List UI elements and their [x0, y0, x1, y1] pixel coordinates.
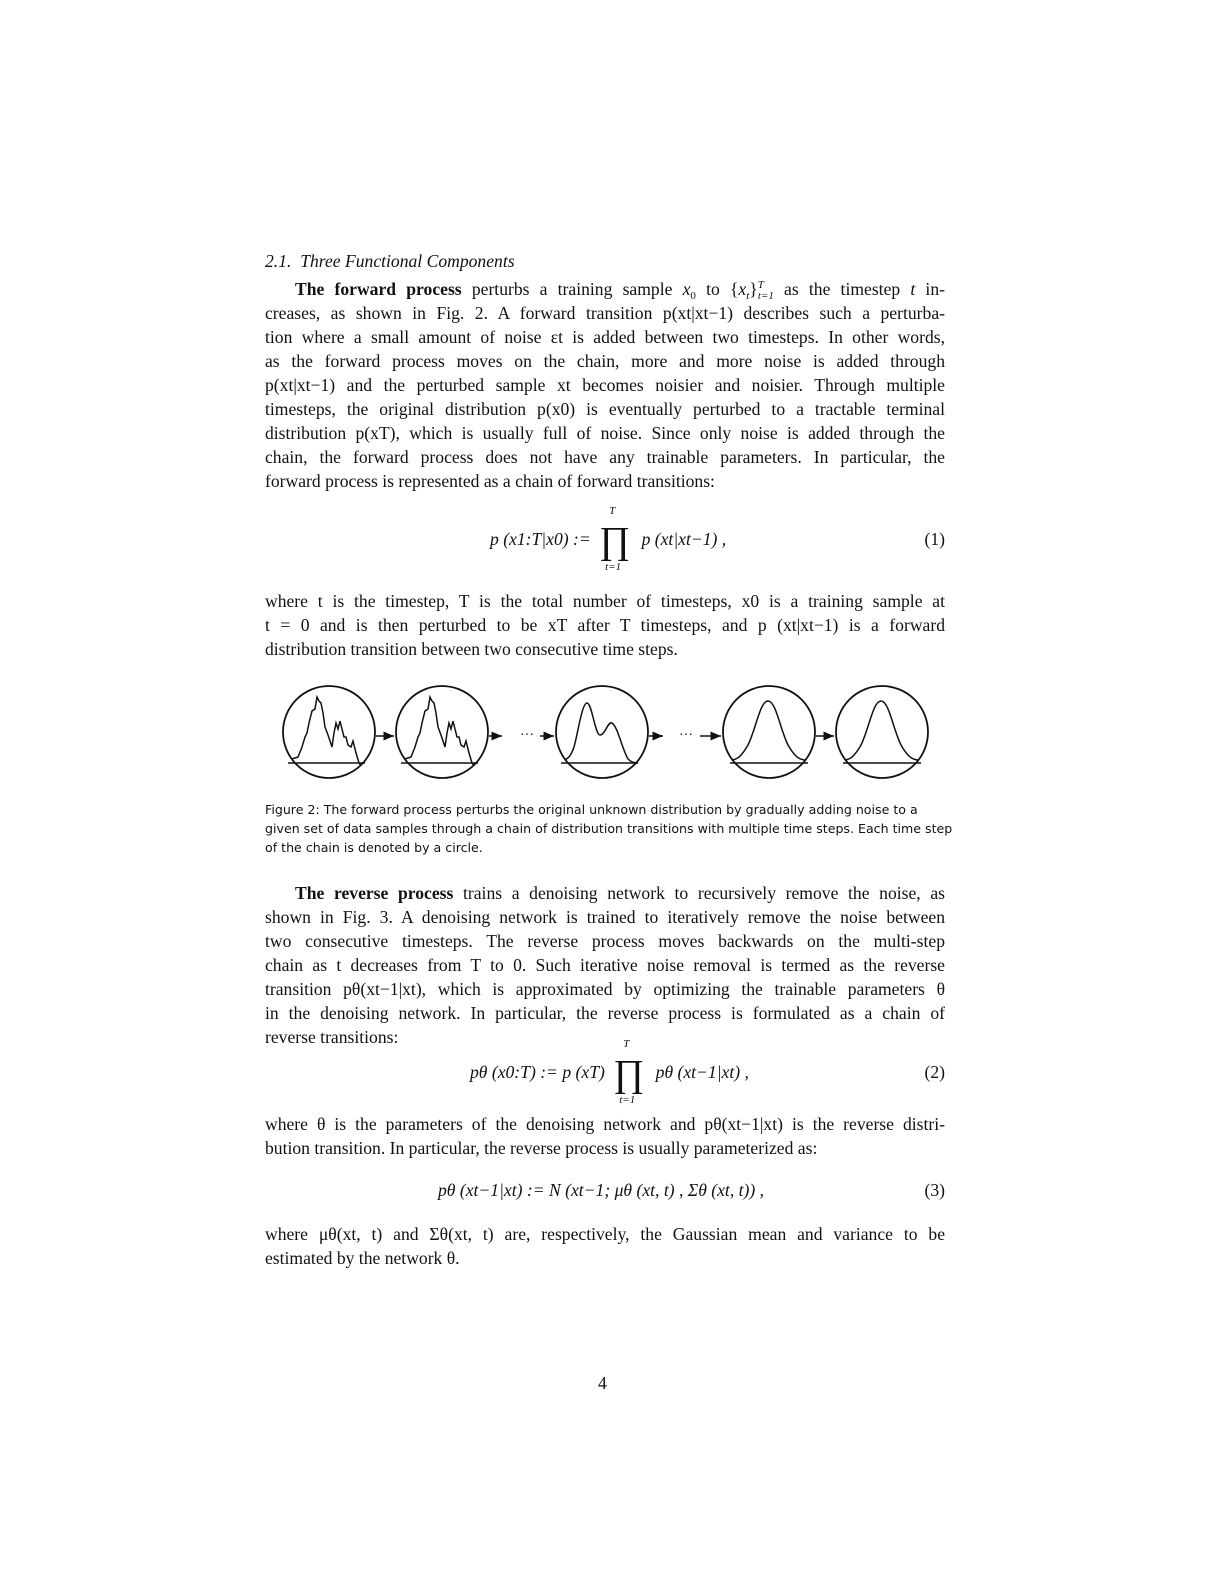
equation-2: [265, 1038, 945, 1108]
forward-paragraph-line-5: p(xt|xt−1) and the perturbed sample xt becomes noisier and noisier. Through multiple: [265, 375, 945, 395]
text-span: trains a denoising network to recursively remove the noise, as: [453, 883, 945, 903]
section-number: 2.1.: [265, 251, 292, 271]
eq1-rhs: p (xt|xt−1) ,: [641, 529, 727, 550]
eq2-lhs: pθ (x0:T) := p (xT): [470, 1062, 605, 1083]
noisy-curve: [397, 697, 475, 767]
reverse-paragraph-line-1: [265, 881, 945, 905]
product-symbol: ∏: [613, 1053, 645, 1095]
caption-line-3: of the chain is denoted by a circle.: [265, 840, 483, 855]
after-eq3-line-2: estimated by the network θ.: [265, 1248, 460, 1268]
gaussian-curve: [835, 701, 929, 761]
text-span: to {: [695, 279, 739, 299]
circle-outline: [836, 686, 928, 778]
reverse-paragraph-line-2: shown in Fig. 3. A denoising network is trained to iteratively remove the noise between: [265, 907, 945, 927]
ellipsis-1: ···: [520, 728, 534, 743]
section-heading: [265, 249, 945, 273]
math-sub: t: [746, 290, 750, 302]
forward-paragraph-line-7: distribution p(xT), which is usually full of noise. Since only noise is added through the: [265, 423, 945, 443]
forward-paragraph-line-2: creases, as shown in Fig. 2. A forward transition p(xt|xt−1) describes such a perturba-: [265, 303, 945, 323]
math-sub: t=1: [757, 290, 774, 302]
timestep-circle-3: [556, 686, 648, 778]
reverse-process-lead: The reverse process: [295, 883, 454, 903]
circle-outline: [723, 686, 815, 778]
after-eq2-line-2: bution transition. In particular, the reverse process is usually parameterized as:: [265, 1138, 818, 1158]
forward-paragraph-line-6: timesteps, the original distribution p(x0) is eventually perturbed to a tractable terminal: [265, 399, 945, 419]
text-span: as the timestep: [773, 279, 911, 299]
timestep-circle-5: [835, 686, 929, 778]
eq3-body: pθ (xt−1|xt) := N (xt−1; μθ (xt, t) , Σθ (xt, t)) ,: [438, 1180, 765, 1200]
timestep-circle-1: [283, 686, 375, 778]
math-t: t: [910, 279, 916, 299]
caption-line-2: given set of data samples through a chain of distribution transitions with multiple time steps. Each time step: [265, 821, 953, 836]
text-span: perturbs a training sample: [471, 279, 683, 299]
eq1-prod-lower: t=1: [605, 561, 622, 573]
after-eq1-line-1: where t is the timestep, T is the total number of timesteps, x0 is a training sample at: [265, 591, 945, 611]
after-eq1-line-2: t = 0 and is then perturbed to be xT after T timesteps, and p (xt|xt−1) is a forward: [265, 615, 945, 635]
ellipsis-2: ···: [679, 728, 693, 743]
eq2-rhs: pθ (xt−1|xt) ,: [655, 1062, 749, 1083]
figure-2-caption: [265, 800, 953, 857]
eq1-lhs: p (x1:T|x0) :=: [490, 529, 591, 550]
figure-2-diagram: [270, 675, 950, 795]
eq2-prod-upper: T: [623, 1038, 630, 1050]
gaussian-curve: [722, 701, 816, 761]
after-eq1-line-3: distribution transition between two consecutive time steps.: [265, 639, 678, 659]
caption-line-1: Figure 2: The forward process perturbs the original unknown distribution by gradually adding noise to a: [265, 802, 918, 817]
forward-paragraph-line-8: chain, the forward process does not have any trainable parameters. In particular, the: [265, 447, 945, 467]
eq3-number: (3): [924, 1180, 945, 1200]
eq1-number: (1): [924, 529, 945, 549]
section-title: Three Functional Components: [300, 251, 515, 271]
forward-process-lead: The forward process: [295, 279, 462, 299]
forward-paragraph-line-4: as the forward process moves on the chain, more and more noise is added through: [265, 351, 945, 371]
math-sup: T: [757, 279, 764, 291]
forward-paragraph-line-9: forward process is represented as a chain of forward transitions:: [265, 471, 715, 491]
reverse-paragraph-line-5: transition pθ(xt−1|xt), which is approximated by optimizing the trainable parameters θ: [265, 979, 945, 999]
eq1-prod-upper: T: [609, 505, 616, 517]
noisy-curve: [284, 697, 362, 767]
circle-outline: [556, 686, 648, 778]
after-eq2-line-1: where θ is the parameters of the denoising network and pθ(xt−1|xt) is the reverse distri-: [265, 1114, 945, 1134]
product-operator: [613, 1038, 647, 1106]
forward-paragraph-line-3: tion where a small amount of noise εt is added between two timesteps. In other words,: [265, 327, 945, 347]
after-eq3-line-1: where μθ(xt, t) and Σθ(xt, t) are, respectively, the Gaussian mean and variance to be: [265, 1224, 945, 1244]
math-sub: 0: [690, 290, 696, 302]
equation-3: [265, 1180, 945, 1210]
product-symbol: ∏: [599, 520, 631, 562]
math-x: x: [738, 279, 747, 299]
bimodal-curve: [556, 703, 642, 763]
product-operator: [599, 505, 633, 573]
eq2-prod-lower: t=1: [619, 1094, 636, 1106]
equation-1: [265, 505, 945, 575]
forward-paragraph-line-1: [265, 277, 945, 301]
text-span: }: [749, 279, 758, 299]
circle-outline: [396, 686, 488, 778]
reverse-paragraph-line-7: reverse transitions:: [265, 1027, 399, 1047]
math-x: x: [682, 279, 691, 299]
reverse-paragraph-line-4: chain as t decreases from T to 0. Such iterative noise removal is termed as the reverse: [265, 955, 945, 975]
timestep-circle-4: [722, 686, 816, 778]
reverse-paragraph-line-6: in the denoising network. In particular, the reverse process is formulated as a chain of: [265, 1003, 945, 1023]
circle-outline: [283, 686, 375, 778]
text-span: in-: [915, 279, 945, 299]
timestep-circle-2: [396, 686, 488, 778]
reverse-paragraph-line-3: two consecutive timesteps. The reverse process moves backwards on the multi-step: [265, 931, 945, 951]
eq2-number: (2): [924, 1062, 945, 1082]
page-number: 4: [598, 1373, 607, 1393]
